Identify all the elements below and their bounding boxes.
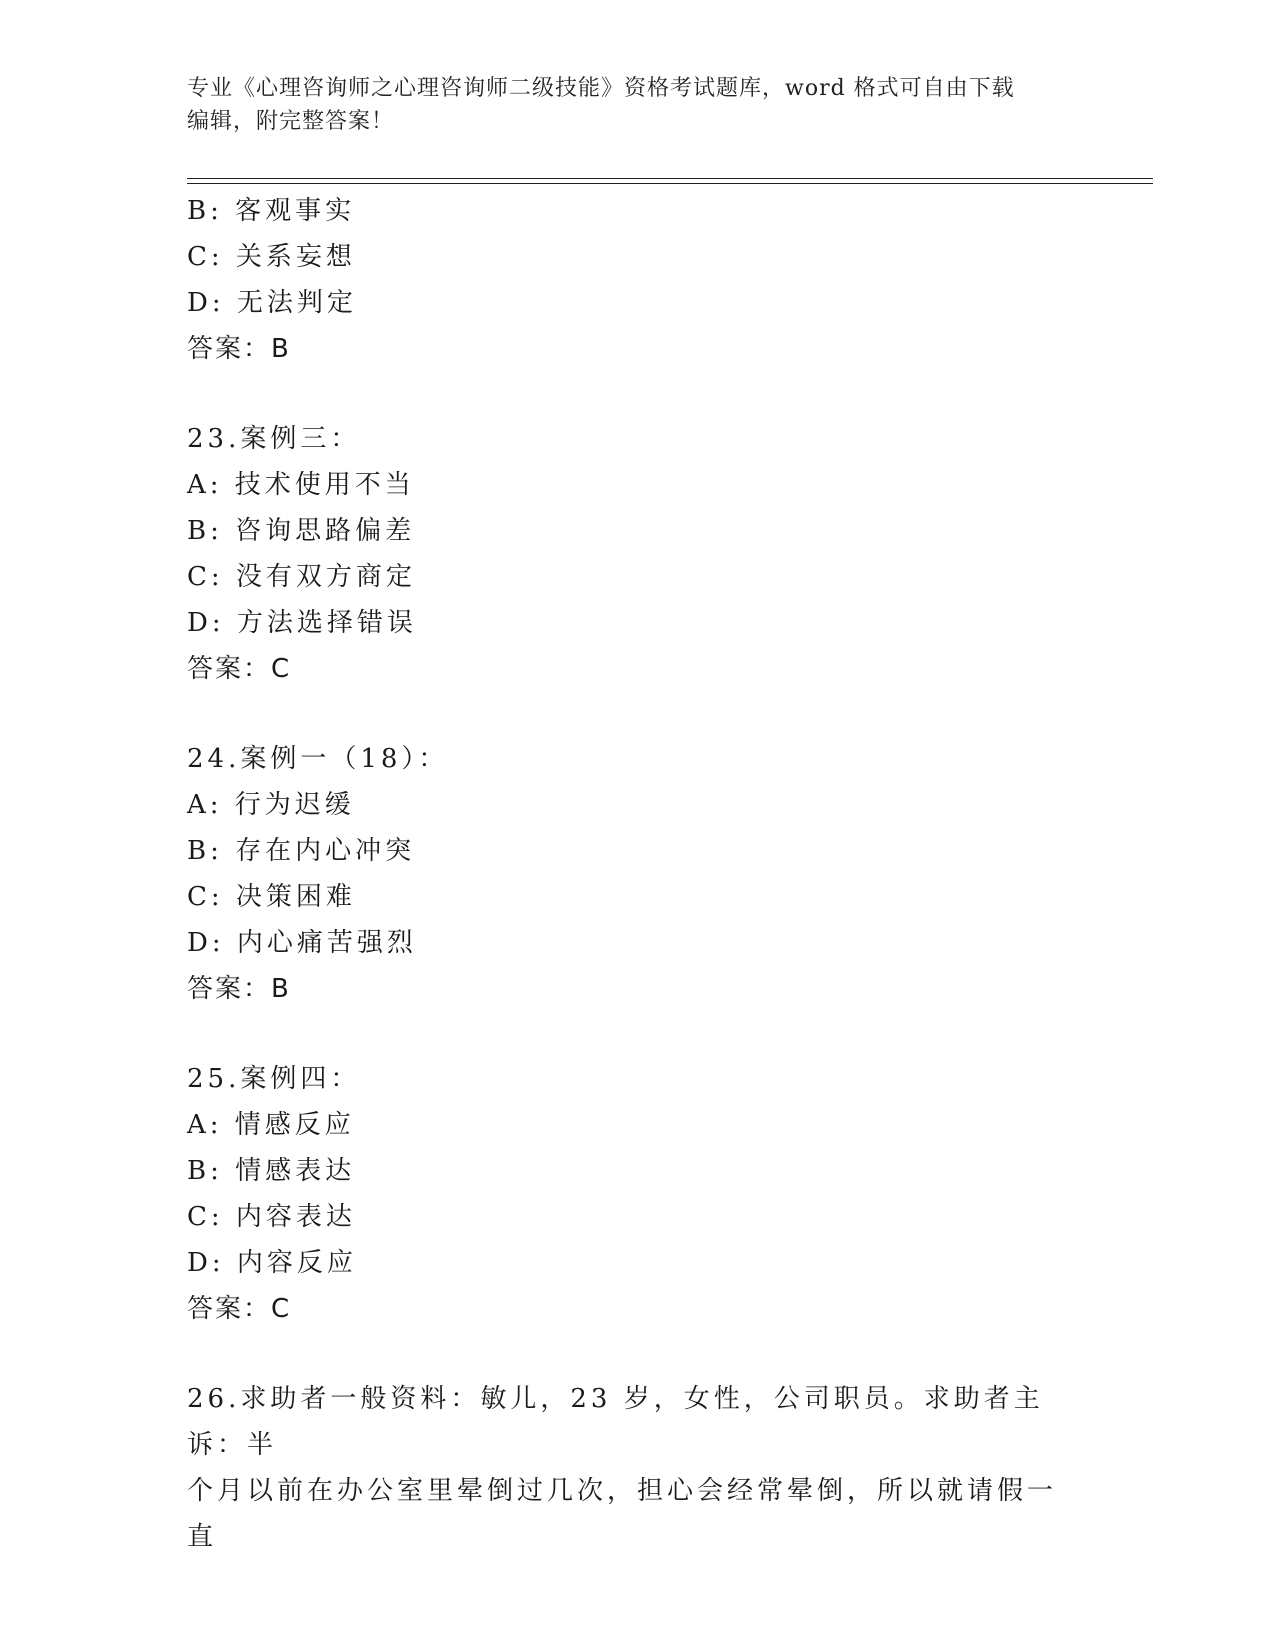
option-d: D: 方法选择错误: [187, 608, 417, 638]
option-b: B: 存在内心冲突: [187, 836, 416, 866]
option-c: C: 内容表达: [187, 1202, 356, 1232]
option-b: B: 咨询思路偏差: [187, 516, 416, 546]
option-c: C: 没有双方商定: [187, 562, 416, 592]
option-b: B: 情感表达: [187, 1156, 356, 1186]
question-block-22: [187, 188, 1087, 372]
header-rule-top: [187, 178, 1153, 179]
document-header: [187, 72, 1087, 138]
question-block-25: [187, 1056, 1087, 1332]
header-rule-bottom: [187, 183, 1153, 184]
option-a: A: 技术使用不当: [187, 470, 415, 500]
spacer: [187, 692, 1087, 736]
answer: 答案：B: [187, 334, 291, 364]
question-26-line-1: 26.求助者一般资料：敏儿，23 岁，女性，公司职员。求助者主诉：半: [187, 1384, 1044, 1460]
question-title: 25.案例四：: [187, 1064, 361, 1094]
question-block-23: [187, 416, 1087, 692]
spacer: [187, 1012, 1087, 1056]
answer: 答案：C: [187, 654, 292, 684]
answer: 答案：C: [187, 1294, 292, 1324]
question-26-line-2: 个月以前在办公室里晕倒过几次，担心会经常晕倒，所以就请假一直: [187, 1476, 1058, 1552]
option-a: A: 情感反应: [187, 1110, 355, 1140]
spacer: [187, 1332, 1087, 1376]
option-b: B: 客观事实: [187, 196, 356, 226]
spacer: [187, 372, 1087, 416]
question-title: 24.案例一（18）：: [187, 744, 449, 774]
option-a: A: 行为迟缓: [187, 790, 355, 820]
question-block-24: [187, 736, 1087, 1012]
option-d: D: 内容反应: [187, 1248, 357, 1278]
header-line-1: 专业《心理咨询师之心理咨询师二级技能》资格考试题库，word 格式可自由下载: [187, 76, 1015, 101]
option-d: D: 内心痛苦强烈: [187, 928, 417, 958]
question-title: 23.案例三：: [187, 424, 361, 454]
option-d: D: 无法判定: [187, 288, 357, 318]
question-content: [187, 188, 1087, 1560]
answer: 答案：B: [187, 974, 291, 1004]
header-line-2: 编辑，附完整答案！: [187, 109, 395, 134]
question-block-26: [187, 1376, 1077, 1560]
option-c: C: 关系妄想: [187, 242, 356, 272]
option-c: C: 决策困难: [187, 882, 356, 912]
